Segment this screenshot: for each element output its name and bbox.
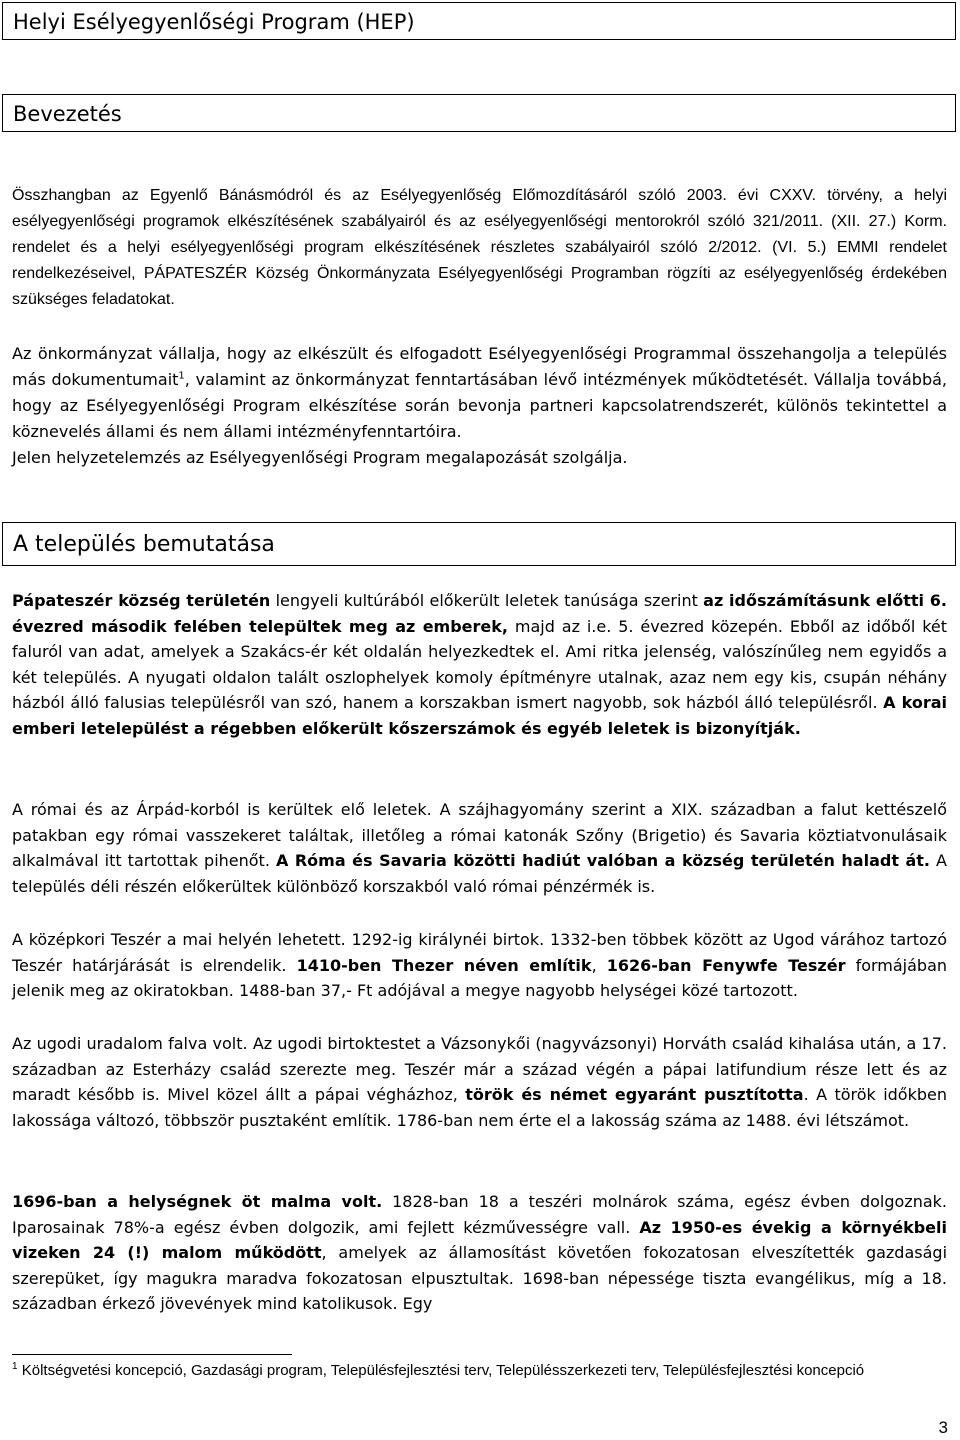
intro-paragraph-3: Jelen helyzetelemzés az Esélyegyenlőségi Program megalapozását szolgálja.: [12, 448, 628, 467]
text-run: ,: [591, 955, 607, 975]
settlement-heading: A település bemutatása: [13, 532, 275, 557]
page-number: 3: [938, 1418, 948, 1437]
text-run: lengyeli kultúrából előkerült leletek tanúsága szerint: [270, 591, 704, 610]
footnote-reference: 1: [178, 370, 185, 382]
bold-text-run: Pápateszér község területén: [12, 591, 271, 610]
bold-text-run: az időszámításunk előtti 6. évezred második felében települtek meg az emberek,: [12, 591, 947, 636]
bold-text-run: Az 1950-es évekig a környékbeli vizeken 24 (!) malom működött: [12, 1217, 947, 1262]
intro-heading: Bevezetés: [13, 102, 122, 126]
intro-heading-box: [2, 94, 956, 132]
settlement-paragraph-4: [12, 1031, 947, 1133]
settlement-paragraph-3: [12, 927, 947, 1004]
text-run: , amelyek az államosítást követően fokozatosan elveszítették gazdasági szerepüket, így magukra maradva fokozatosan elpusztultak. 1698-ban népessége tiszta evangélikus, míg a 18. században érkező jövevények mind katolikusok. Egy: [12, 1243, 948, 1313]
text-run: . A török időkben lakossága változó, többször pusztaként említik. 1786-ban nem érte el a lakosság száma az 1488. évi létszámot.: [12, 1085, 947, 1130]
footnote-text: Költségvetési koncepció, Gazdasági program, Településfejlesztési terv, Településszerkezeti terv, Településfejlesztési koncepció: [17, 1362, 865, 1379]
bold-text-run: 1626-ban Fenywfe Teszér: [606, 955, 846, 975]
footnote: [12, 1360, 947, 1382]
bold-text-run: török és német egyaránt pusztította: [465, 1085, 804, 1104]
settlement-paragraph-5: [12, 1189, 947, 1317]
bold-text-run: 1696-ban a helységnek öt malma volt.: [12, 1192, 383, 1211]
document-title-box: [2, 2, 956, 40]
bold-text-run: A korai emberi letelepülést a régebben előkerült kőszerszámok és egyéb leletek is bizonyítják.: [12, 693, 948, 738]
text-run: Az ugodi uradalom falva volt. Az ugodi birtoktestet a Vázsonykői (nagyvázsonyi) Horváth család kihalása után, a 17. században az Esterházy család szerezte meg. Teszér már a század végén a pápai latifundium része lett és az maradt később is. Mivel közel állt a pápai végházhoz,: [12, 1034, 947, 1104]
footnote-marker: 1: [12, 1361, 18, 1372]
intro-paragraph-2-part-a: Az önkormányzat vállalja, hogy az elkészült és elfogadott Esélyegyenlőségi Programmal összehangolja a település más dokumentumait: [12, 344, 947, 389]
bold-text-run: A Róma és Savaria közötti hadiút valóban a község területén haladt át.: [275, 851, 931, 870]
document-title: Helyi Esélyegyenlőségi Program (HEP): [13, 10, 415, 34]
text-run: formájában jelenik meg az okiratokban. 1488-ban 37,- Ft adójával a megye nagyobb helységei közé tartozott.: [12, 955, 948, 1000]
text-run: A római és az Árpád-korból is kerültek elő leletek. A szájhagyomány szerint a XIX. században a falut kettészelő patakban egy római vasszekeret találtak, illetőleg a római katonák Szőny (Brigetio) és Savaria köztiatvonulásaik alkalmával itt tartottak pihenőt.: [12, 800, 947, 870]
text-run: majd az i.e. 5. évezred közepén. Ebből az időből két faluról van adat, amelyek a Szakács-ér két oldalán helyezkedtek el. Ami ritka jelenség, valószínűleg nem egyidős a két település. A nyugati oldalon talált oszlophelyek komoly építményre utalnak, azaz nem egy kis, csupán néhány házból álló falusias településről van szó, hanem a korszakban ismert nagyobb, sok házból álló településről.: [12, 616, 947, 712]
settlement-paragraph-1: [12, 588, 947, 741]
settlement-heading-box: [2, 522, 956, 566]
intro-paragraph-1: Összhangban az Egyenlő Bánásmódról és az Esélyegyenlőség Előmozdításáról szóló 2003. évi CXXV. törvény, a helyi esélyegyenlőségi programok elkészítésének szabályairól és az esélyegyenlőségi mentorokról szóló 321/2011. (XII. 27.) Korm. rendelet és a helyi esélyegyenlőségi program elkészítésének részletes szabályairól szóló 2/2012. (VI. 5.) EMMI rendelet rendelkezéseivel, PÁPATESZÉR Község Önkormányzata Esélyegyenlőségi Programban rögzíti az esélyegyenlőség érdekében szükséges feladatokat.: [12, 187, 947, 308]
footnote-divider: [12, 1354, 292, 1355]
text-run: A középkori Teszér a mai helyén lehetett. 1292-ig királynéi birtok. 1332-ben többek között az Ugod várához tartozó Teszér határjárását is elrendelik.: [12, 930, 947, 975]
bold-text-run: 1410-ben Thezer néven említik: [296, 955, 592, 975]
text-run: A település déli részén előkerültek különböző korszakból való római pénzérmék is.: [12, 851, 947, 896]
settlement-paragraph-2: [12, 797, 947, 899]
intro-paragraph-2-part-b: , valamint az önkormányzat fenntartásában lévő intézmények működtetését. Vállalja továbbá, hogy az Esélyegyenlőségi Program elkészítése során bevonja partneri kapcsolatrendszerét, különös tekintettel a köznevelés állami és nem állami intézményfenntartóira.: [12, 370, 948, 441]
intro-paragraph-2: [12, 341, 947, 445]
text-run: 1828-ban 18 a teszéri molnárok száma, egész évben dolgoznak. Iparosainak 78%-a egész évben dolgozik, ami fejlett kézművességre vall.: [12, 1192, 947, 1237]
